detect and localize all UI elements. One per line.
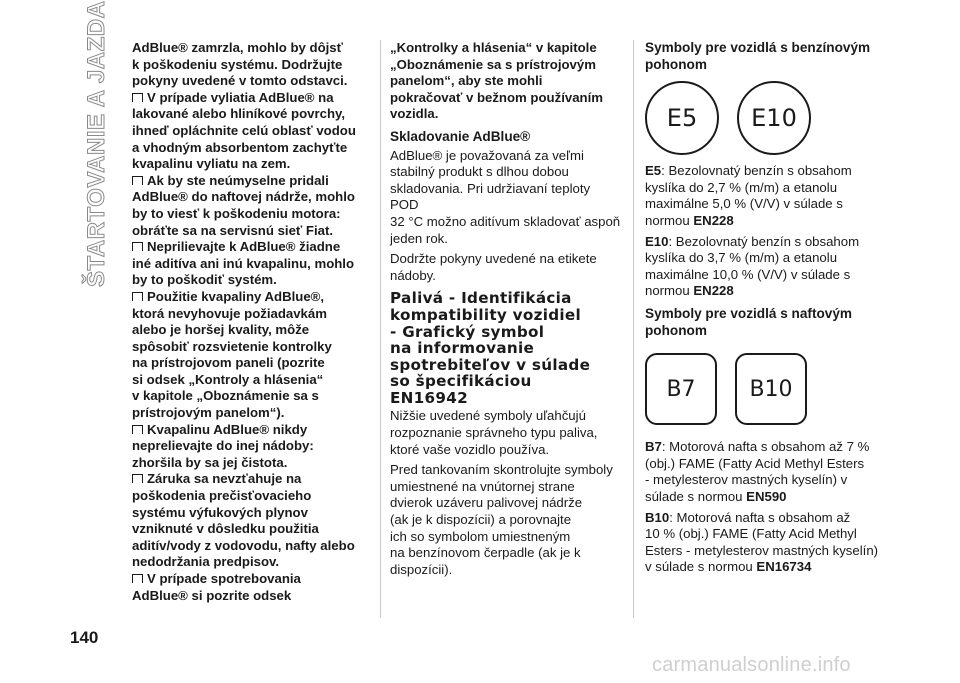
e5-norm: EN228 [693, 212, 734, 228]
text-line: skladovania. Pri udržiavaní teploty POD [390, 180, 591, 213]
warning-line [132, 405, 372, 422]
warning-line [132, 521, 372, 538]
intro-line: „Oboznámenie sa s prístrojovým [390, 56, 596, 72]
warning-text: poškodenia prečisťovacieho [132, 488, 312, 504]
text-line: dispozícii). [390, 561, 453, 577]
warning-text: na prístrojovom paneli (pozrite [132, 355, 325, 371]
warning-text: Neprilievajte k AdBlue® žiadne [147, 239, 341, 255]
warning-line [132, 538, 372, 555]
warning-bullet-line [132, 173, 372, 190]
warning-text: si odsek „Kontroly a hlásenia“ [132, 371, 324, 387]
text-line: : Bezolovnatý benzín s obsahom [661, 163, 852, 179]
warning-line [132, 322, 372, 339]
text-line: nádoby. [390, 267, 436, 283]
warning-bullet-line [132, 422, 372, 439]
column-1-warnings [132, 40, 372, 604]
b10-code: B10 [645, 509, 670, 525]
warning-text: Záruka sa nevzťahuje na [147, 471, 302, 487]
bullet-box-icon [132, 292, 143, 301]
warning-text: k poškodeniu systému. Dodržujte [132, 56, 343, 72]
storage-paragraph-1 [390, 148, 622, 248]
intro-line: pokračovať v bežnom používaním [390, 89, 603, 105]
warning-text: by to poškodiť systém. [132, 272, 277, 288]
text-line: : Bezolovnatý benzín s obsahom [668, 233, 860, 249]
bullet-box-icon [132, 425, 143, 434]
warning-text: spôsobiť rozsvietenie kontrolky [132, 338, 332, 354]
bullet-box-icon [132, 574, 143, 583]
intro-line: vozidla. [390, 106, 439, 122]
text-line: súlade s normou [645, 488, 747, 504]
heading-line: spotrebiteľov v súlade [390, 355, 591, 374]
warning-text: alebo je horšej kvality, môže [132, 322, 310, 338]
text-line: na benzínovom čerpadle (ak je k [390, 545, 581, 561]
fuel-paragraph-1 [390, 408, 622, 458]
petrol-symbol-row [645, 81, 883, 155]
warning-bullet-line [132, 471, 372, 488]
b7-norm: EN590 [746, 488, 787, 504]
warning-line [132, 339, 372, 356]
page-number: 140 [70, 628, 99, 647]
e5-code: E5 [645, 163, 662, 179]
warning-line [132, 223, 372, 240]
heading-line: EN16942 [390, 388, 469, 407]
text-line: kyslíka do 3,7 % (m/m) a etanolu [645, 250, 838, 266]
warning-line [132, 256, 372, 273]
heading-line: Palivá - Identifikácia [390, 289, 572, 308]
b7-description [645, 439, 883, 505]
fuel-paragraph-2 [390, 462, 622, 578]
text-line: normou [645, 212, 694, 228]
e10-code: E10 [645, 233, 669, 249]
warning-line [132, 123, 372, 140]
warning-text: iné aditíva ani inú kvapalinu, mohlo [132, 255, 355, 271]
warning-line [132, 189, 372, 206]
warning-line [132, 57, 372, 74]
text-line: ich so symbolom umiestneným [390, 528, 571, 544]
text-line: AdBlue® je považovaná za veľmi [390, 147, 584, 163]
intro-line: panelom“, aby ste mohli [390, 73, 543, 89]
diesel-symbols-heading [645, 306, 883, 339]
text-line: (ak je k dispozícii) a porovnajte [390, 512, 572, 528]
warning-text: obráťte sa na servisnú sieť Fiat. [132, 222, 333, 238]
text-line: maximálne 5,0 % (V/V) v súlade s [645, 196, 843, 212]
text-line: normou [645, 283, 694, 299]
text-line: umiestnené na vnútornej strane [390, 478, 575, 494]
heading-line: so špecifikáciou [390, 372, 532, 391]
warning-text: vzniknuté v dôsledku použitia [132, 521, 319, 537]
diesel-symbol-row [645, 353, 883, 425]
text-line: jeden rok. [390, 230, 448, 246]
b7-code: B7 [645, 439, 662, 455]
text-line: v súlade s normou [645, 559, 757, 575]
storage-heading: Skladovanie AdBlue® [390, 128, 531, 144]
warning-line [132, 156, 372, 173]
text-line: Dodržte pokyny uvedené na etikete [390, 251, 597, 267]
warning-line [132, 206, 372, 223]
heading-line: pohonom [645, 56, 707, 72]
b10-fuel-symbol-icon: B10 [735, 353, 807, 425]
warning-bullet-line [132, 239, 372, 256]
text-line: 10 % (obj.) FAME (Fatty Acid Methyl [645, 526, 857, 542]
heading-line: - Grafický symbol [390, 322, 545, 341]
warning-line [132, 106, 372, 123]
warning-text: v kapitole „Oboznámenie sa s [132, 388, 319, 404]
warning-text: aditív/vody z vodovodu, nafty alebo [132, 537, 355, 553]
warning-text: zhoršila by sa jej čistota. [132, 454, 288, 470]
warning-line [132, 505, 372, 522]
warning-text: neprelievajte do inej nádoby: [132, 438, 314, 454]
e5-description [645, 163, 883, 229]
warning-text: Ak by ste neúmyselne pridali [147, 172, 329, 188]
warning-text: by to viesť k poškodeniu motora: [132, 205, 341, 221]
warning-line [132, 40, 372, 57]
fuel-identification-heading [390, 290, 622, 406]
warning-line [132, 438, 372, 455]
bullet-box-icon [132, 242, 143, 251]
heading-line: Symboly pre vozidlá s benzínovým [645, 40, 871, 55]
text-line: maximálne 10,0 % (V/V) v súlade s [645, 266, 851, 282]
warning-line [132, 488, 372, 505]
column-divider [380, 40, 381, 618]
text-line: Pred tankovaním skontrolujte symboly [390, 462, 613, 478]
text-line: : Motorová nafta s obsahom až 7 % [661, 439, 870, 455]
text-line: Nižšie uvedené symboly uľahčujú [390, 408, 586, 424]
e5-fuel-symbol-icon: E5 [645, 81, 719, 155]
warning-text: ihneď opláchnite celú oblasť vodou [132, 122, 356, 138]
heading-line: pohonom [645, 322, 707, 338]
b7-fuel-symbol-icon: B7 [645, 353, 717, 425]
warning-text: lakované alebo hliníkové povrchy, [132, 106, 346, 122]
warning-bullet-line [132, 289, 372, 306]
text-line: 32 °C možno aditívum skladovať aspoň [390, 213, 621, 229]
side-chapter-title [83, 0, 110, 287]
warning-text: prístrojovým panelom“). [132, 405, 285, 421]
intro-block [390, 40, 622, 123]
heading-line: Symboly pre vozidlá s naftovým [645, 305, 852, 321]
storage-paragraph-2 [390, 251, 622, 284]
warning-text: a vhodným absorbentom zachyťte [132, 139, 348, 155]
warning-text: AdBlue® zamrzla, mohlo by dôjsť [132, 40, 343, 55]
e10-norm: EN228 [693, 283, 734, 299]
warning-line [132, 140, 372, 157]
warning-line [132, 455, 372, 472]
text-line: kyslíka do 2,7 % (m/m) a etanolu [645, 179, 838, 195]
warning-line [132, 272, 372, 289]
text-line: : Motorová nafta s obsahom až [669, 509, 851, 525]
warning-bullet-line [132, 90, 372, 107]
column-2 [390, 40, 622, 582]
site-watermark: carmanualsonline.info [652, 654, 851, 676]
text-line: rozpoznanie správneho typu paliva, [390, 425, 598, 441]
warning-text: pokyny uvedené v tomto odstavci. [132, 73, 348, 89]
text-line: stabilný produkt s dlhou dobou [390, 164, 569, 180]
warning-text: systému výfukových plynov [132, 504, 308, 520]
warning-line [132, 588, 372, 605]
warning-text: Použitie kvapaliny AdBlue®, [147, 288, 325, 304]
warning-text: AdBlue® si pozrite odsek [132, 587, 292, 603]
warning-text: V prípade vyliatia AdBlue® na [147, 89, 334, 105]
text-line: - metylesterov mastných kyselín) v [645, 472, 848, 488]
heading-line: kompatibility vozidiel [390, 305, 582, 324]
text-line: (obj.) FAME (Fatty Acid Methyl Esters [645, 455, 865, 471]
warning-text: V prípade spotrebovania [147, 571, 301, 586]
column-3 [645, 40, 883, 580]
warning-text: AdBlue® do naftovej nádrže, mohlo [132, 189, 355, 205]
e10-fuel-symbol-icon: E10 [737, 81, 811, 155]
e10-description [645, 234, 883, 300]
warning-line [132, 372, 372, 389]
warning-text: kvapalinu vyliatu na zem. [132, 156, 291, 172]
side-chapter-title-text: ŠTARTOVANIE A JAZDA [83, 0, 110, 287]
text-line: ktoré vaše vozidlo používa. [390, 441, 550, 457]
warning-line [132, 554, 372, 571]
text-line: dvierok uzáveru palivovej nádrže [390, 495, 583, 511]
b10-description [645, 510, 883, 576]
column-divider [633, 40, 634, 618]
petrol-symbols-heading [645, 40, 883, 73]
bullet-box-icon [132, 176, 143, 185]
warning-line [132, 73, 372, 90]
warning-bullet-line [132, 571, 372, 588]
warning-text: nedodržania predpisov. [132, 554, 280, 570]
warning-line [132, 306, 372, 323]
bullet-box-icon [132, 474, 143, 483]
warning-line [132, 388, 372, 405]
b10-norm: EN16734 [756, 559, 812, 575]
bullet-box-icon [132, 93, 143, 102]
heading-line: na informovanie [390, 339, 535, 358]
intro-line: „Kontrolky a hlásenia“ v kapitole [390, 40, 597, 55]
warning-text: ktorá nevyhovuje požiadavkám [132, 305, 327, 321]
warning-line [132, 355, 372, 372]
text-line: Esters - metylesterov mastných kyselín) [645, 542, 879, 558]
warning-text: Kvapalinu AdBlue® nikdy [147, 421, 308, 437]
